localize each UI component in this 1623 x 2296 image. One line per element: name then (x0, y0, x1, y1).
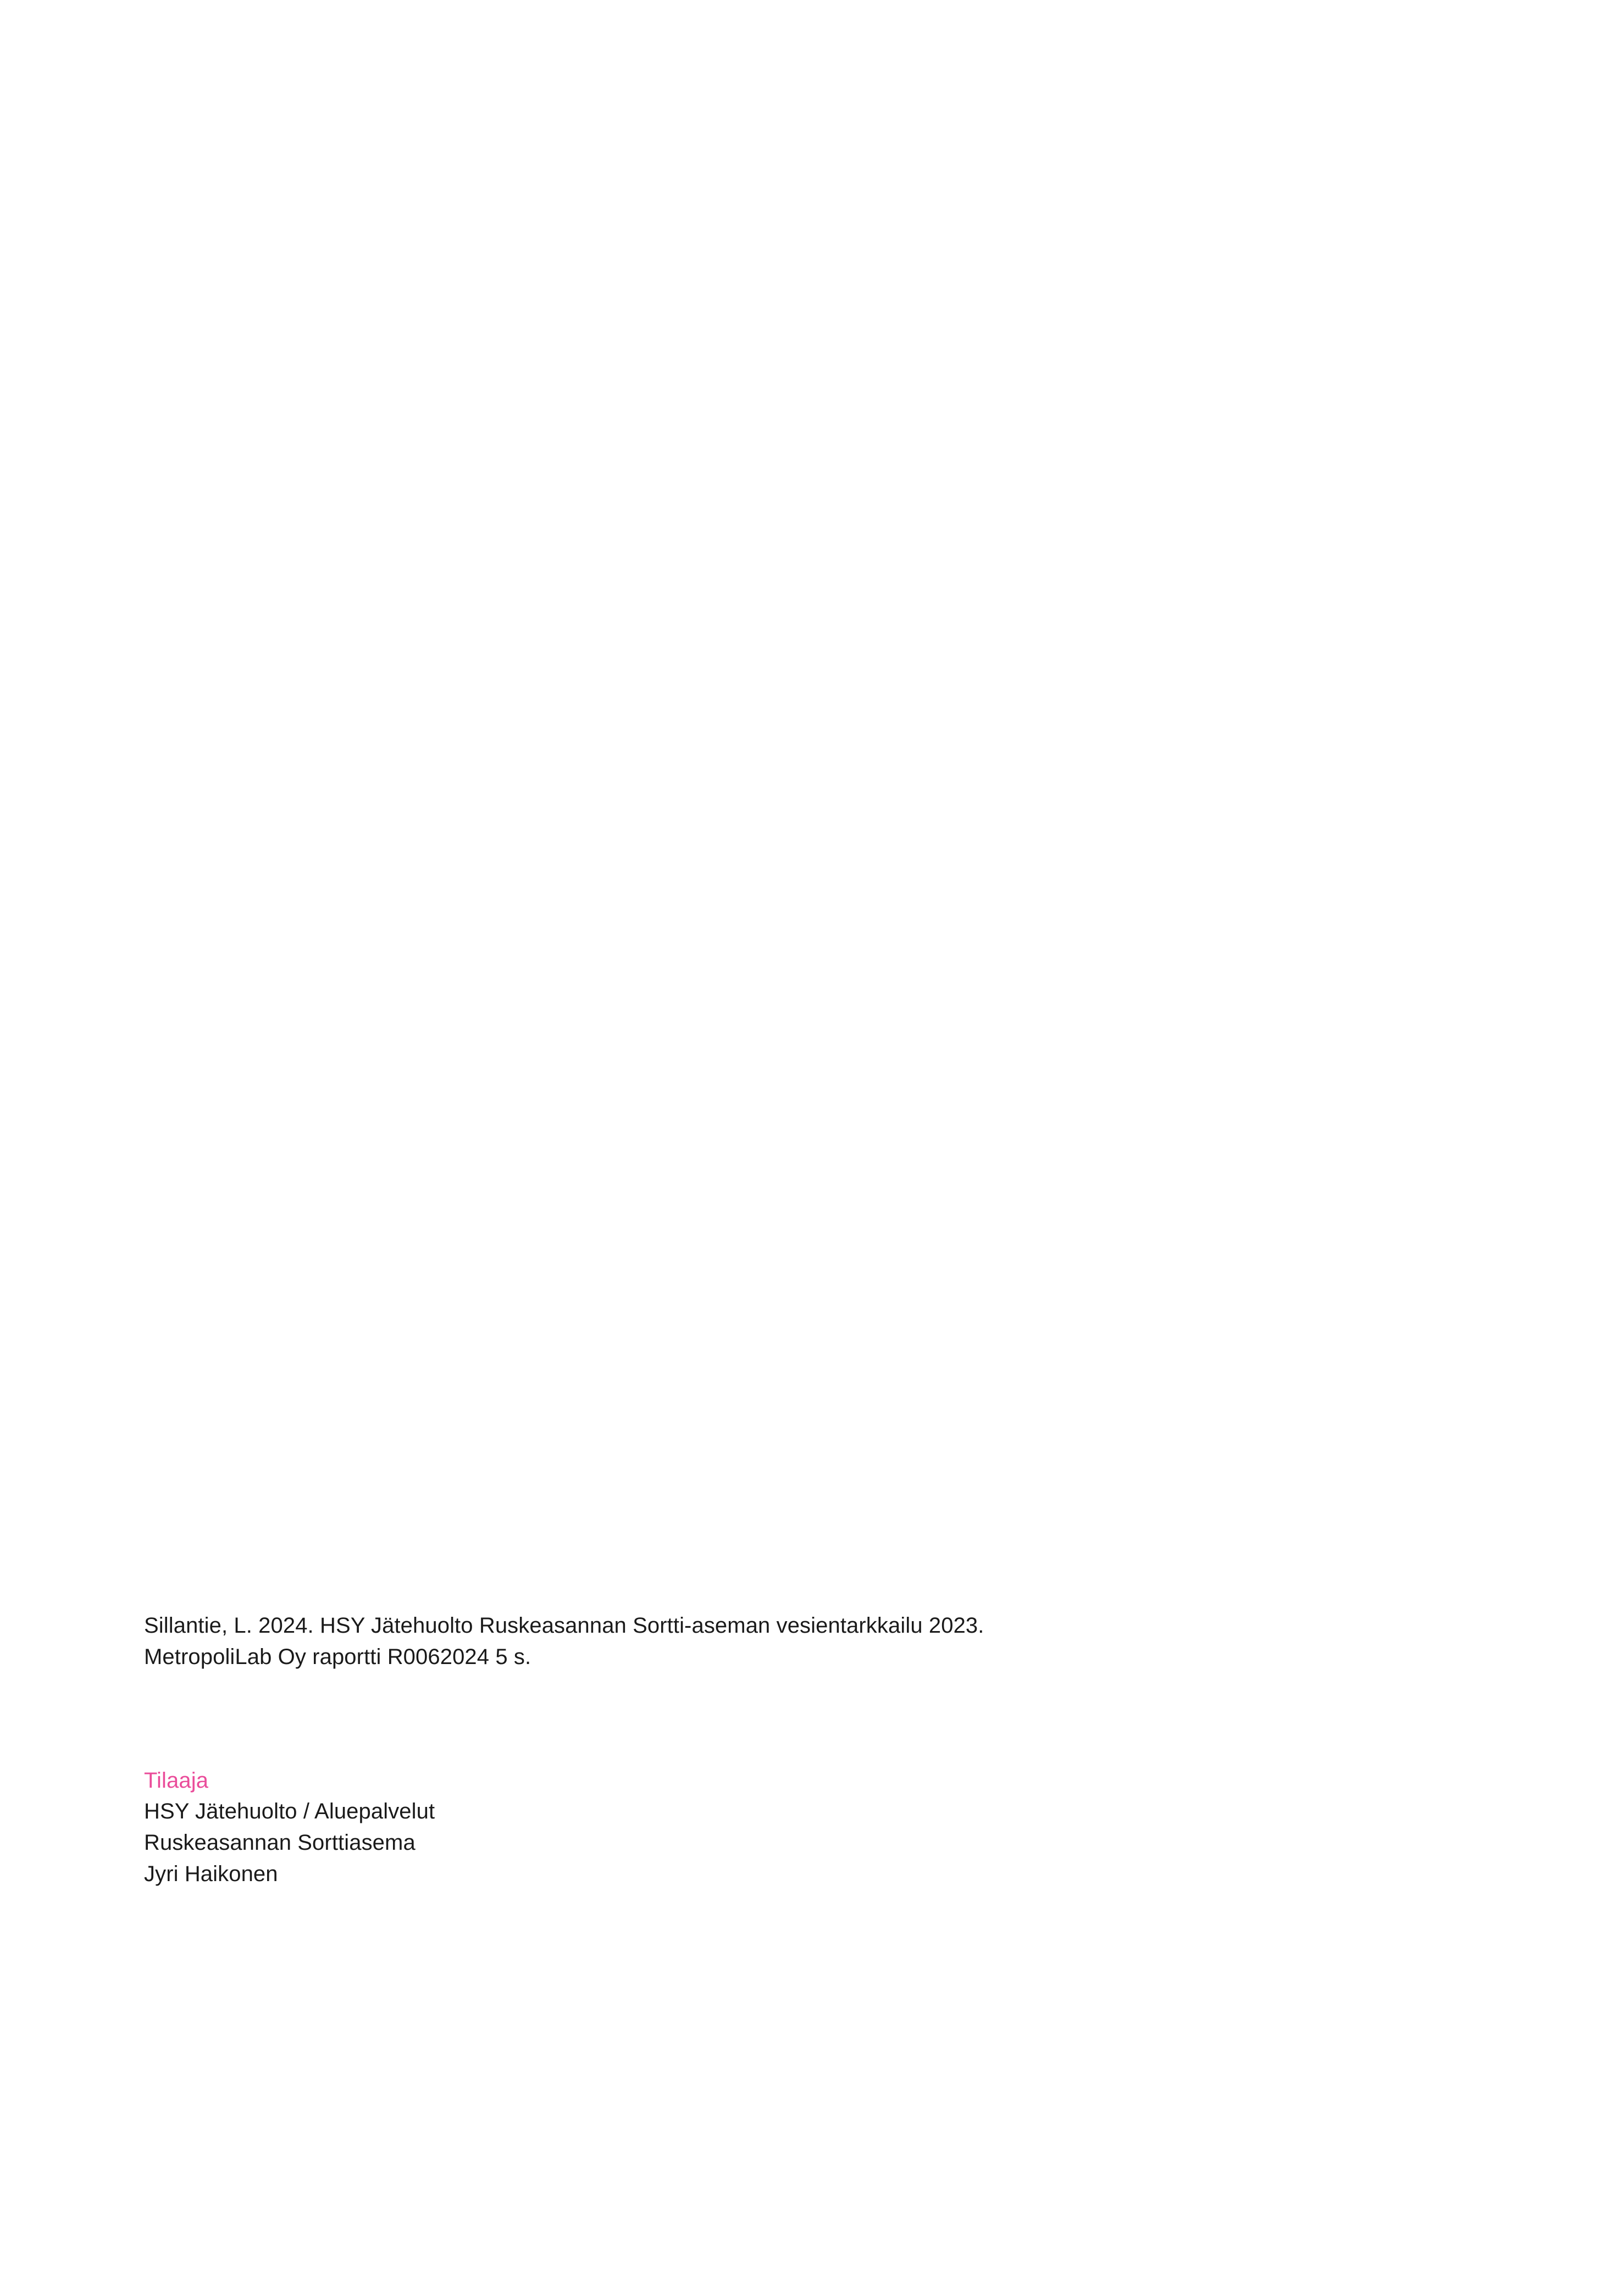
citation-line-1: Sillantie, L. 2024. HSY Jätehuolto Ruskeasannan Sortti-aseman vesientarkkailu 2023. (144, 1613, 984, 1638)
client-line-contact: Jyri Haikonen (144, 1861, 278, 1886)
page-content (144, 1610, 1353, 1890)
citation-line-2: MetropoliLab Oy raportti R0062024 5 s. (144, 1644, 531, 1669)
client-section-heading: Tilaaja (144, 1768, 209, 1793)
client-section (144, 1765, 1353, 1890)
client-line-organization: HSY Jätehuolto / Aluepalvelut (144, 1799, 435, 1824)
citation-reference (144, 1610, 1353, 1673)
client-line-site: Ruskeasannan Sorttiasema (144, 1831, 416, 1855)
